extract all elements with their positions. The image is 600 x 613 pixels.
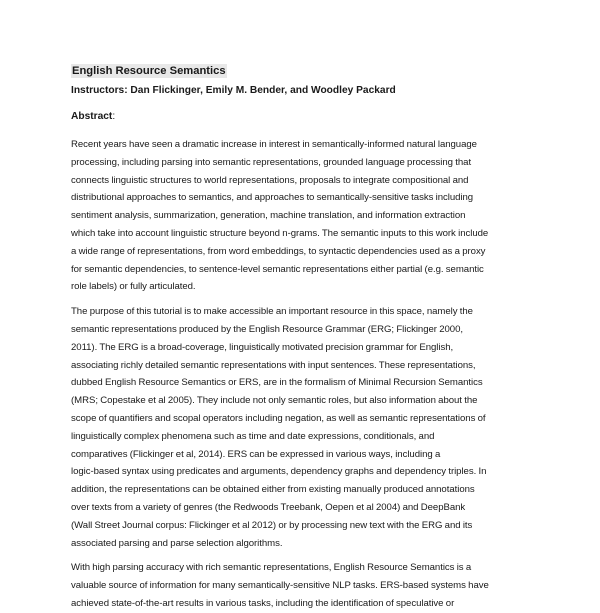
abstract-paragraph-1 — [71, 136, 531, 296]
text-line: distributional approaches to semantics, and approaches to semantically-sensitive tasks including — [71, 192, 474, 204]
text-line: a wide range of representations, from word embeddings, to syntactic dependencies used as a proxy — [71, 245, 486, 257]
text-line: role labels) or fully articulated. — [71, 281, 196, 293]
abstract-label: Abstract — [71, 111, 113, 122]
text-line: semantic representations produced by the English Resource Grammar (ERG; Flickinger 2000, — [71, 323, 463, 335]
text-line: associating richly detailed semantic representations with input sentences. These representations, — [71, 359, 476, 371]
text-line: for semantic dependencies, to sentence-level semantic representations either partial (e.g. semantic — [71, 263, 484, 275]
text-line: dubbed English Resource Semantics or ERS, are in the formalism of Minimal Recursion Semantics — [71, 377, 483, 389]
text-line: With high parsing accuracy with rich semantic representations, English Resource Semantics is a — [71, 562, 472, 574]
abstract-heading — [71, 110, 531, 124]
text-line: (MRS; Copestake et al 2005). They include not only semantic roles, but also information about the — [71, 395, 478, 407]
text-line: logic-based syntax using predicates and arguments, dependency graphs and dependency triples. In — [71, 466, 487, 478]
document-content — [71, 61, 531, 613]
title-row — [71, 61, 531, 79]
text-line: addition, the representations can be obtained either from existing manually produced annotations — [71, 484, 475, 496]
text-line: achieved state-of-the-art results in various tasks, including the identification of speculative or — [71, 597, 455, 609]
text-line: (Wall Street Journal corpus: Flickinger et al 2012) or by processing new text with the ERG and its — [71, 519, 473, 531]
instructors-line: Instructors: Dan Flickinger, Emily M. Bender, and Woodley Packard — [71, 85, 396, 96]
text-line: Recent years have seen a dramatic increase in interest in semantically-informed natural language — [71, 139, 477, 150]
text-line: sentiment analysis, summarization, generation, machine translation, and information extraction — [71, 210, 466, 222]
text-line: The purpose of this tutorial is to make accessible an important resource in this space, namely the — [71, 306, 473, 318]
text-line: processing, including parsing into semantic representations, grounded language processing that — [71, 156, 472, 168]
text-line: associated parsing and parse selection algorithms. — [71, 537, 283, 549]
text-line: scope of quantifiers and scopal operators including negation, as well as semantic representations of — [71, 412, 486, 424]
abstract-paragraph-2 — [71, 303, 531, 552]
text-line: which take into account linguistic structure beyond n-grams. The semantic inputs to this work include — [71, 227, 489, 239]
text-line: 2011). The ERG is a broad-coverage, linguistically motivated precision grammar for English, — [71, 341, 454, 353]
text-line: over texts from a variety of genres (the Redwoods Treebank, Oepen et al 2004) and DeepBank — [71, 501, 466, 513]
text-line: connects linguistic structures to world representations, proposals to integrate compositional and — [71, 174, 469, 186]
text-line: valuable source of information for many semantically-sensitive NLP tasks. ERS-based systems have — [71, 580, 489, 592]
abstract-colon: : — [112, 111, 116, 122]
text-line: comparatives (Flickinger et al, 2014). ERS can be expressed in various ways, including a — [71, 448, 441, 460]
abstract-paragraph-3 — [71, 559, 531, 612]
text-line: linguistically complex phenomena such as time and date expressions, conditionals, and — [71, 430, 435, 442]
document-title: English Resource Semantics — [72, 65, 226, 77]
